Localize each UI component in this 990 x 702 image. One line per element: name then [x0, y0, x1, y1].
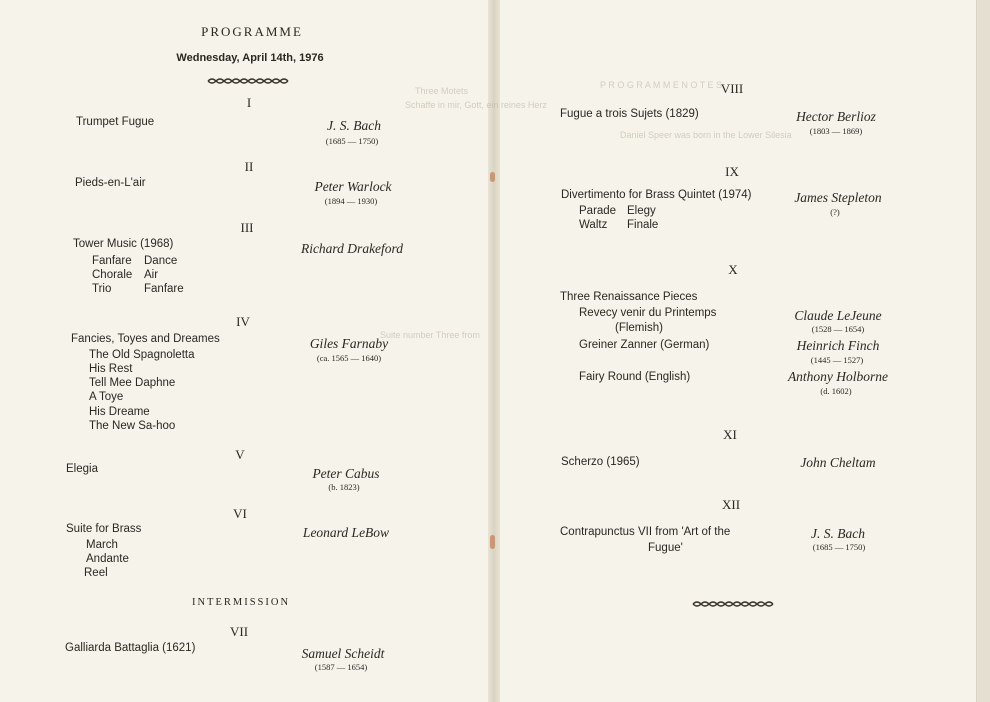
composer-name: John Cheltam — [800, 455, 876, 470]
part-title: Greiner Zanner (German) — [579, 339, 710, 351]
composer-name: Claude LeJeune — [794, 308, 882, 323]
movement: Reel — [84, 567, 108, 579]
composer-name: Leonard LeBow — [302, 525, 390, 540]
composer-name: J. S. Bach — [811, 526, 865, 541]
numeral-4: IV — [236, 314, 250, 329]
movement: Chorale — [92, 269, 133, 281]
composer-dates: (1803 — 1869) — [809, 126, 863, 136]
numeral-9: IX — [725, 164, 739, 179]
work-title: Fugue a trois Sujets (1829) — [560, 108, 699, 120]
part-title: Fairy Round (English) — [579, 371, 691, 383]
scroll-ornament-icon — [691, 600, 775, 608]
movement: Elegy — [627, 205, 656, 217]
composer-name: Samuel Scheidt — [301, 646, 385, 661]
numeral-10: X — [728, 262, 738, 277]
work-title: Scherzo (1965) — [561, 456, 640, 468]
composer-name: Hector Berlioz — [796, 109, 876, 124]
bleed-through-text: P R O G R A M M E N O T E S — [600, 80, 723, 90]
movement: Tell Mee Daphne — [89, 377, 176, 389]
composer-dates: (1685 — 1750) — [325, 136, 379, 146]
stain — [490, 535, 495, 549]
composer-name: J. S. Bach — [327, 118, 381, 133]
work-title: Suite for Brass — [66, 523, 142, 535]
composer-name: Anthony Holborne — [787, 369, 889, 384]
numeral-6: VI — [233, 506, 247, 521]
composer-name: Peter Warlock — [314, 179, 392, 194]
intermission-label: INTERMISSION — [191, 597, 291, 608]
movement: Waltz — [579, 219, 608, 231]
composer-name: Giles Farnaby — [309, 336, 389, 351]
movement: Air — [144, 269, 159, 281]
work-title: Fancies, Toyes and Dreames — [71, 333, 220, 345]
right-page — [496, 0, 976, 702]
movement: Dance — [144, 255, 178, 267]
work-title: Pieds-en-L'air — [75, 177, 146, 189]
work-title: Trumpet Fugue — [76, 116, 155, 128]
numeral-7: VII — [229, 624, 249, 639]
composer-dates: (1587 — 1654) — [314, 662, 368, 672]
bleed-through-text: Daniel Speer was born in the Lower Silesia — [620, 130, 792, 140]
composer-dates: (?) — [830, 207, 840, 217]
numeral-3: III — [240, 220, 254, 235]
composer-dates: (1445 — 1527) — [810, 355, 864, 365]
numeral-5: V — [235, 447, 245, 462]
work-title: Three Renaissance Pieces — [560, 291, 698, 303]
programme-title: PROGRAMME — [201, 24, 303, 39]
work-title: Contrapunctus VII from 'Art of the — [560, 526, 731, 538]
movement: Fanfare — [144, 283, 184, 295]
composer-dates: (1894 — 1930) — [324, 196, 378, 206]
work-title: Elegia — [66, 463, 98, 475]
movement: The Old Spagnoletta — [89, 349, 195, 361]
scroll-ornament-icon — [206, 77, 290, 85]
movement: The New Sa-hoo — [89, 420, 176, 432]
movement: Fanfare — [92, 255, 132, 267]
composer-dates: (d. 1602) — [820, 386, 852, 396]
composer-dates: (ca. 1565 — 1640) — [316, 353, 382, 363]
stain — [490, 172, 495, 182]
concert-date: Wednesday, April 14th, 1976 — [176, 52, 324, 64]
work-title: Tower Music (1968) — [73, 238, 174, 250]
movement: Andante — [86, 553, 129, 565]
composer-dates: (1685 — 1750) — [812, 542, 866, 552]
composer-name: Peter Cabus — [312, 466, 380, 481]
work-title: Galliarda Battaglia (1621) — [65, 642, 196, 654]
bleed-through-text: Suite number Three from — [380, 330, 480, 340]
movement: Finale — [627, 219, 659, 231]
movement: March — [86, 539, 118, 551]
numeral-1: I — [246, 95, 252, 110]
movement: A Toye — [89, 391, 124, 403]
numeral-11: XI — [723, 427, 737, 442]
movement: Parade — [579, 205, 617, 217]
part-title-line2: (Flemish) — [615, 322, 663, 334]
bleed-through-text: Schaffe in mir, Gott, ein reines Herz — [405, 100, 547, 110]
numeral-2: II — [244, 159, 254, 174]
movement: Trio — [92, 283, 112, 295]
composer-name: James Stepleton — [794, 190, 882, 205]
composer-name: Richard Drakeford — [300, 241, 404, 256]
movement: His Dreame — [89, 406, 150, 418]
composer-name: Heinrich Finch — [796, 338, 880, 353]
bleed-through-text: Three Motets — [415, 86, 469, 96]
part-title: Revecy venir du Printemps — [579, 307, 717, 319]
numeral-8: VIII — [720, 81, 744, 96]
composer-dates: (b. 1823) — [328, 482, 360, 492]
work-title-line2: Fugue' — [648, 542, 683, 554]
page-edge — [976, 0, 990, 702]
work-title: Divertimento for Brass Quintet (1974) — [561, 189, 752, 201]
numeral-12: XII — [721, 497, 741, 512]
composer-dates: (1528 — 1654) — [811, 324, 865, 334]
movement: His Rest — [89, 363, 133, 375]
